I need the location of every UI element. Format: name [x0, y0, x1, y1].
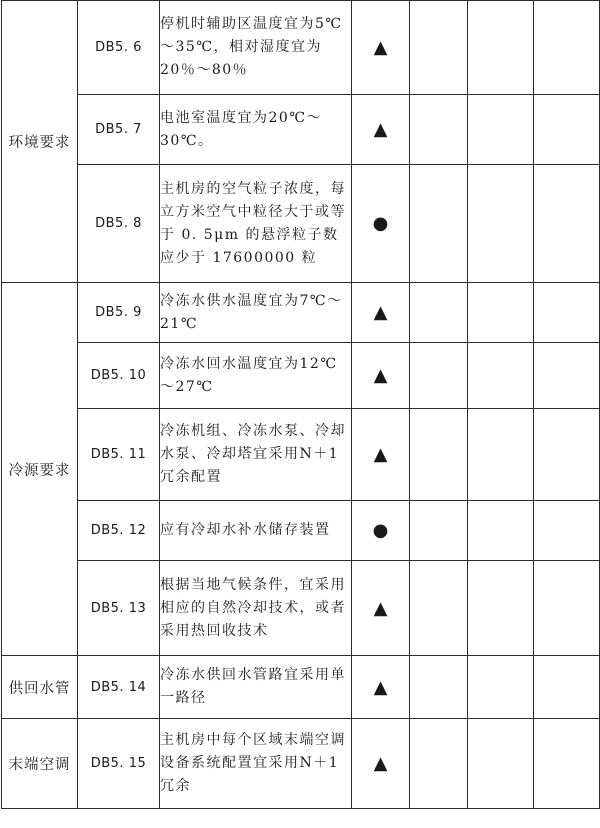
requirement-text: 根据当地气候条件，宜采用相应的自然冷却技术，或者采用热回收技术: [160, 576, 346, 639]
code-cell: [78, 561, 160, 656]
empty-cell: [468, 165, 534, 283]
triangle-icon: ▲: [373, 365, 388, 386]
triangle-icon: ▲: [373, 119, 388, 140]
requirement-cell: [160, 1, 352, 95]
clause-code: DB5. 7: [95, 122, 142, 137]
requirement-text: 冷冻机组、冷冻水泵、冷却水泵、冷却塔宜采用N＋1冗余配置: [160, 423, 346, 485]
empty-cell: [534, 501, 600, 561]
clause-code: DB5. 8: [95, 216, 142, 231]
table-row: [2, 1, 600, 95]
triangle-icon: ▲: [373, 597, 388, 619]
empty-cell: [410, 719, 468, 809]
category-label: 末端空调: [8, 757, 71, 773]
category-label: 供回水管: [8, 680, 71, 697]
requirement-cell: [160, 165, 352, 283]
mark-cell: [352, 501, 410, 561]
empty-cell: [534, 656, 600, 719]
clause-code: DB5. 15: [90, 756, 147, 771]
empty-cell: [468, 719, 534, 809]
requirement-cell: [160, 343, 352, 409]
table-row: [2, 719, 600, 809]
category-label: 冷源要求: [8, 462, 71, 479]
empty-cell: [534, 719, 600, 809]
clause-code: DB5. 12: [90, 523, 147, 538]
clause-code: DB5. 9: [95, 305, 142, 320]
category-cell-environment: [2, 1, 78, 283]
requirement-text: 电池室温度宜为20℃～30℃。: [160, 109, 322, 149]
empty-cell: [534, 561, 600, 656]
triangle-icon: ▲: [373, 676, 388, 698]
empty-cell: [410, 283, 468, 343]
code-cell: [78, 283, 160, 343]
empty-cell: [534, 409, 600, 501]
requirement-cell: [160, 409, 352, 501]
circle-icon: ●: [372, 520, 389, 541]
table-row: [2, 283, 600, 343]
empty-cell: [410, 409, 468, 501]
code-cell: [78, 656, 160, 719]
requirement-cell: [160, 501, 352, 561]
category-label: 环境要求: [8, 135, 71, 151]
requirement-cell: [160, 283, 352, 343]
requirement-cell: [160, 656, 352, 719]
mark-cell: [352, 283, 410, 343]
requirement-text: 停机时辅助区温度宜为5℃～35℃，相对湿度宜为20％～80％: [160, 16, 343, 78]
category-cell-pipes: [2, 656, 78, 719]
requirement-cell: [160, 561, 352, 656]
code-cell: [78, 165, 160, 283]
requirement-text: 冷冻水回水温度宜为12℃～27℃: [160, 355, 338, 395]
code-cell: [78, 343, 160, 409]
empty-cell: [410, 656, 468, 719]
triangle-icon: ▲: [373, 753, 388, 774]
table-row: [2, 409, 600, 501]
empty-cell: [410, 1, 468, 95]
mark-cell: [352, 409, 410, 501]
code-cell: [78, 95, 160, 165]
requirement-text: 主机房中每个区域末端空调设备系统配置宜采用N＋1冗余: [160, 732, 346, 794]
table-row: [2, 95, 600, 165]
mark-cell: [352, 656, 410, 719]
empty-cell: [468, 283, 534, 343]
requirements-table: [1, 0, 600, 809]
clause-code: DB5. 6: [95, 40, 142, 55]
circle-icon: ●: [372, 213, 389, 234]
requirement-cell: [160, 719, 352, 809]
empty-cell: [468, 409, 534, 501]
empty-cell: [410, 165, 468, 283]
empty-cell: [468, 656, 534, 719]
table-row: [2, 165, 600, 283]
mark-cell: [352, 561, 410, 656]
table-row: [2, 561, 600, 656]
mark-cell: [352, 165, 410, 283]
empty-cell: [410, 561, 468, 656]
clause-code: DB5. 14: [90, 679, 147, 695]
table-row: [2, 343, 600, 409]
category-cell-cold-source: [2, 283, 78, 656]
empty-cell: [534, 343, 600, 409]
table-row: [2, 501, 600, 561]
code-cell: [78, 409, 160, 501]
empty-cell: [534, 283, 600, 343]
requirement-text: 应有冷却水补水储存装置: [160, 522, 331, 538]
empty-cell: [534, 1, 600, 95]
code-cell: [78, 501, 160, 561]
code-cell: [78, 719, 160, 809]
clause-code: DB5. 11: [90, 447, 147, 462]
category-cell-terminal-ac: [2, 719, 78, 809]
empty-cell: [468, 501, 534, 561]
mark-cell: [352, 343, 410, 409]
empty-cell: [410, 343, 468, 409]
requirement-text: 冷冻水供回水管路宜采用单一路径: [160, 667, 346, 706]
triangle-icon: ▲: [373, 444, 388, 465]
empty-cell: [534, 95, 600, 165]
mark-cell: [352, 1, 410, 95]
triangle-icon: ▲: [373, 302, 388, 323]
empty-cell: [410, 501, 468, 561]
requirement-text: 主机房的空气粒子浓度，每立方米空气中粒径大于或等于 0. 5μm 的悬浮粒子数应少于 17600000 粒: [160, 180, 346, 266]
mark-cell: [352, 719, 410, 809]
requirement-cell: [160, 95, 352, 165]
empty-cell: [468, 1, 534, 95]
empty-cell: [534, 165, 600, 283]
clause-code: DB5. 13: [90, 600, 147, 616]
empty-cell: [468, 561, 534, 656]
empty-cell: [468, 95, 534, 165]
empty-cell: [410, 95, 468, 165]
triangle-icon: ▲: [373, 37, 388, 58]
requirement-text: 冷冻水供水温度宜为7℃～21℃: [160, 292, 343, 332]
code-cell: [78, 1, 160, 95]
mark-cell: [352, 95, 410, 165]
empty-cell: [468, 343, 534, 409]
clause-code: DB5. 10: [90, 368, 147, 383]
table-row: [2, 656, 600, 719]
